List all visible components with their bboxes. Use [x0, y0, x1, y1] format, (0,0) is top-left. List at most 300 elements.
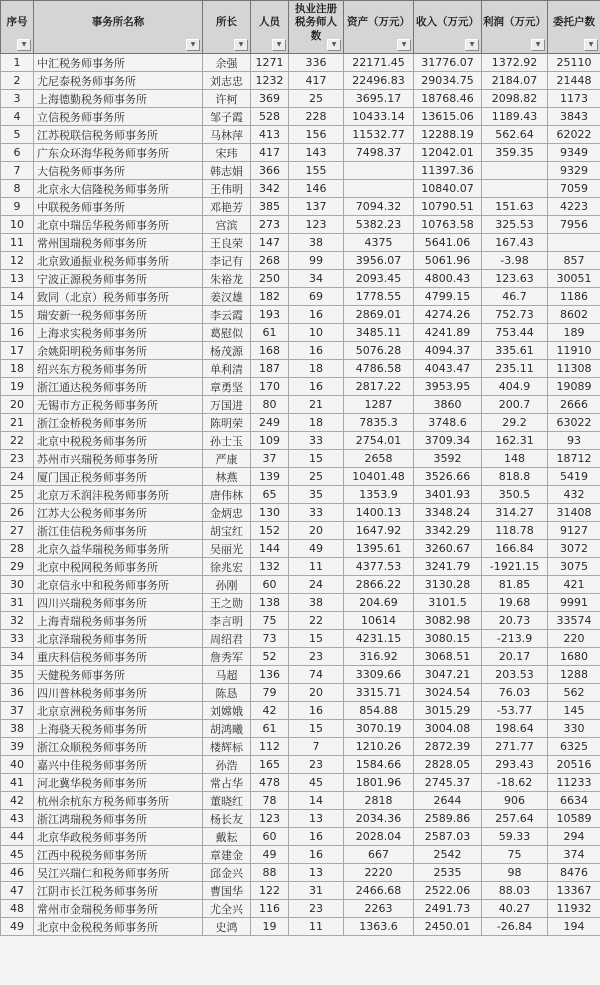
cell-clients[interactable]: 3843 — [548, 108, 600, 126]
cell-profit[interactable]: 1189.43 — [482, 108, 548, 126]
cell-assets[interactable]: 3695.17 — [344, 90, 414, 108]
cell-clients[interactable]: 330 — [548, 720, 600, 738]
cell-director[interactable]: 史鸿 — [203, 918, 251, 936]
cell-assets[interactable]: 3956.07 — [344, 252, 414, 270]
cell-director[interactable]: 邓艳芳 — [203, 198, 251, 216]
cell-assets[interactable] — [344, 162, 414, 180]
cell-firm-name[interactable]: 江苏税联信税务师事务所 — [34, 126, 203, 144]
cell-director[interactable]: 胡宝红 — [203, 522, 251, 540]
cell-assets[interactable]: 5076.28 — [344, 342, 414, 360]
cell-income[interactable]: 2644 — [414, 792, 482, 810]
cell-firm-name[interactable]: 绍兴东方税务师事务所 — [34, 360, 203, 378]
cell-assets[interactable]: 22496.83 — [344, 72, 414, 90]
cell-cta-count[interactable]: 146 — [289, 180, 344, 198]
cell-cta-count[interactable]: 49 — [289, 540, 344, 558]
cell-income[interactable]: 12042.01 — [414, 144, 482, 162]
cell-profit[interactable]: -3.98 — [482, 252, 548, 270]
cell-firm-name[interactable]: 广东众环海华税务师事务所 — [34, 144, 203, 162]
cell-director[interactable]: 万国进 — [203, 396, 251, 414]
cell-index[interactable]: 40 — [1, 756, 34, 774]
cell-index[interactable]: 20 — [1, 396, 34, 414]
cell-assets[interactable]: 11532.77 — [344, 126, 414, 144]
cell-cta-count[interactable]: 16 — [289, 846, 344, 864]
cell-profit[interactable]: -26.84 — [482, 918, 548, 936]
cell-index[interactable]: 1 — [1, 54, 34, 72]
filter-dropdown-icon[interactable]: ▼ — [186, 39, 200, 51]
cell-profit[interactable]: -53.77 — [482, 702, 548, 720]
cell-profit[interactable]: 148 — [482, 450, 548, 468]
cell-index[interactable]: 38 — [1, 720, 34, 738]
cell-cta-count[interactable]: 20 — [289, 522, 344, 540]
cell-staff[interactable]: 73 — [251, 630, 289, 648]
cell-cta-count[interactable]: 69 — [289, 288, 344, 306]
cell-index[interactable]: 42 — [1, 792, 34, 810]
cell-assets[interactable]: 1287 — [344, 396, 414, 414]
cell-assets[interactable]: 2658 — [344, 450, 414, 468]
cell-director[interactable]: 邱金兴 — [203, 864, 251, 882]
cell-cta-count[interactable]: 15 — [289, 450, 344, 468]
cell-cta-count[interactable]: 99 — [289, 252, 344, 270]
cell-income[interactable]: 2522.06 — [414, 882, 482, 900]
cell-staff[interactable]: 138 — [251, 594, 289, 612]
cell-clients[interactable]: 10589 — [548, 810, 600, 828]
cell-clients[interactable]: 30051 — [548, 270, 600, 288]
cell-firm-name[interactable]: 河北冀华税务师事务所 — [34, 774, 203, 792]
filter-dropdown-icon[interactable]: ▼ — [397, 39, 411, 51]
cell-assets[interactable]: 2754.01 — [344, 432, 414, 450]
cell-director[interactable]: 李云霞 — [203, 306, 251, 324]
cell-income[interactable]: 4274.26 — [414, 306, 482, 324]
cell-cta-count[interactable]: 14 — [289, 792, 344, 810]
cell-firm-name[interactable]: 天健税务师事务所 — [34, 666, 203, 684]
cell-staff[interactable]: 80 — [251, 396, 289, 414]
cell-firm-name[interactable]: 嘉兴中佳税务师事务所 — [34, 756, 203, 774]
cell-index[interactable]: 32 — [1, 612, 34, 630]
cell-index[interactable]: 47 — [1, 882, 34, 900]
cell-firm-name[interactable]: 上海德勤税务师事务所 — [34, 90, 203, 108]
cell-assets[interactable]: 204.69 — [344, 594, 414, 612]
cell-profit[interactable]: 76.03 — [482, 684, 548, 702]
cell-index[interactable]: 12 — [1, 252, 34, 270]
cell-index[interactable]: 24 — [1, 468, 34, 486]
cell-firm-name[interactable]: 浙江通达税务师事务所 — [34, 378, 203, 396]
cell-assets[interactable]: 1363.6 — [344, 918, 414, 936]
cell-cta-count[interactable]: 23 — [289, 648, 344, 666]
cell-firm-name[interactable]: 尤尼泰税务师事务所 — [34, 72, 203, 90]
cell-income[interactable]: 3130.28 — [414, 576, 482, 594]
cell-staff[interactable]: 52 — [251, 648, 289, 666]
cell-clients[interactable]: 5419 — [548, 468, 600, 486]
cell-index[interactable]: 48 — [1, 900, 34, 918]
cell-cta-count[interactable]: 38 — [289, 234, 344, 252]
cell-director[interactable]: 王之勋 — [203, 594, 251, 612]
cell-income[interactable]: 2535 — [414, 864, 482, 882]
cell-index[interactable]: 11 — [1, 234, 34, 252]
cell-staff[interactable]: 78 — [251, 792, 289, 810]
cell-director[interactable]: 唐伟林 — [203, 486, 251, 504]
cell-clients[interactable]: 8476 — [548, 864, 600, 882]
cell-profit[interactable]: 167.43 — [482, 234, 548, 252]
filter-dropdown-icon[interactable]: ▼ — [584, 39, 598, 51]
cell-index[interactable]: 6 — [1, 144, 34, 162]
cell-profit[interactable]: 271.77 — [482, 738, 548, 756]
cell-cta-count[interactable]: 16 — [289, 828, 344, 846]
cell-profit[interactable]: 2184.07 — [482, 72, 548, 90]
cell-staff[interactable]: 109 — [251, 432, 289, 450]
cell-clients[interactable]: 9127 — [548, 522, 600, 540]
cell-director[interactable]: 葛慰似 — [203, 324, 251, 342]
cell-cta-count[interactable]: 7 — [289, 738, 344, 756]
cell-clients[interactable]: 9349 — [548, 144, 600, 162]
cell-cta-count[interactable]: 38 — [289, 594, 344, 612]
cell-income[interactable]: 3860 — [414, 396, 482, 414]
cell-cta-count[interactable]: 16 — [289, 306, 344, 324]
cell-profit[interactable]: 562.64 — [482, 126, 548, 144]
cell-director[interactable]: 王伟明 — [203, 180, 251, 198]
cell-cta-count[interactable]: 417 — [289, 72, 344, 90]
cell-director[interactable]: 马林萍 — [203, 126, 251, 144]
cell-firm-name[interactable]: 常州国瑞税务师事务所 — [34, 234, 203, 252]
cell-director[interactable]: 常占华 — [203, 774, 251, 792]
cell-staff[interactable]: 130 — [251, 504, 289, 522]
cell-firm-name[interactable]: 北京华政税务师事务所 — [34, 828, 203, 846]
cell-assets[interactable]: 2818 — [344, 792, 414, 810]
cell-cta-count[interactable]: 11 — [289, 918, 344, 936]
cell-income[interactable]: 5641.06 — [414, 234, 482, 252]
cell-assets[interactable]: 2817.22 — [344, 378, 414, 396]
cell-income[interactable]: 3241.79 — [414, 558, 482, 576]
cell-cta-count[interactable]: 10 — [289, 324, 344, 342]
cell-assets[interactable]: 3315.71 — [344, 684, 414, 702]
cell-director[interactable]: 董晓红 — [203, 792, 251, 810]
cell-income[interactable]: 3748.6 — [414, 414, 482, 432]
cell-index[interactable]: 19 — [1, 378, 34, 396]
cell-income[interactable]: 3260.67 — [414, 540, 482, 558]
cell-staff[interactable]: 366 — [251, 162, 289, 180]
cell-index[interactable]: 34 — [1, 648, 34, 666]
cell-director[interactable]: 刘嫦娥 — [203, 702, 251, 720]
cell-index[interactable]: 25 — [1, 486, 34, 504]
cell-income[interactable]: 3101.5 — [414, 594, 482, 612]
cell-income[interactable]: 4094.37 — [414, 342, 482, 360]
cell-profit[interactable]: 118.78 — [482, 522, 548, 540]
cell-index[interactable]: 21 — [1, 414, 34, 432]
cell-staff[interactable]: 168 — [251, 342, 289, 360]
cell-cta-count[interactable]: 35 — [289, 486, 344, 504]
cell-clients[interactable]: 21448 — [548, 72, 600, 90]
cell-director[interactable]: 李记有 — [203, 252, 251, 270]
cell-staff[interactable]: 170 — [251, 378, 289, 396]
cell-assets[interactable]: 5382.23 — [344, 216, 414, 234]
cell-firm-name[interactable]: 浙江佳信税务师事务所 — [34, 522, 203, 540]
cell-income[interactable]: 3709.34 — [414, 432, 482, 450]
cell-income[interactable]: 3080.15 — [414, 630, 482, 648]
cell-clients[interactable]: 7059 — [548, 180, 600, 198]
cell-staff[interactable]: 88 — [251, 864, 289, 882]
cell-cta-count[interactable]: 336 — [289, 54, 344, 72]
cell-index[interactable]: 43 — [1, 810, 34, 828]
cell-clients[interactable]: 8602 — [548, 306, 600, 324]
cell-clients[interactable]: 421 — [548, 576, 600, 594]
cell-income[interactable]: 10840.07 — [414, 180, 482, 198]
cell-clients[interactable]: 13367 — [548, 882, 600, 900]
cell-profit[interactable]: 359.35 — [482, 144, 548, 162]
cell-index[interactable]: 31 — [1, 594, 34, 612]
cell-firm-name[interactable]: 北京中税税务师事务所 — [34, 432, 203, 450]
cell-income[interactable]: 3526.66 — [414, 468, 482, 486]
cell-director[interactable]: 孙刚 — [203, 576, 251, 594]
cell-income[interactable]: 2589.86 — [414, 810, 482, 828]
cell-director[interactable]: 陈明荣 — [203, 414, 251, 432]
cell-director[interactable]: 詹秀军 — [203, 648, 251, 666]
cell-assets[interactable]: 1395.61 — [344, 540, 414, 558]
cell-profit[interactable]: 200.7 — [482, 396, 548, 414]
cell-staff[interactable]: 19 — [251, 918, 289, 936]
cell-firm-name[interactable]: 江阴市长江税务师事务所 — [34, 882, 203, 900]
cell-cta-count[interactable]: 11 — [289, 558, 344, 576]
cell-profit[interactable]: 81.85 — [482, 576, 548, 594]
filter-dropdown-icon[interactable]: ▼ — [465, 39, 479, 51]
cell-income[interactable]: 3401.93 — [414, 486, 482, 504]
cell-income[interactable]: 18768.46 — [414, 90, 482, 108]
cell-clients[interactable]: 3072 — [548, 540, 600, 558]
cell-assets[interactable]: 2034.36 — [344, 810, 414, 828]
filter-dropdown-icon[interactable]: ▼ — [272, 39, 286, 51]
cell-clients[interactable]: 562 — [548, 684, 600, 702]
cell-firm-name[interactable]: 重庆科信税务师事务所 — [34, 648, 203, 666]
filter-dropdown-icon[interactable]: ▼ — [234, 39, 248, 51]
cell-assets[interactable]: 7835.3 — [344, 414, 414, 432]
cell-staff[interactable]: 385 — [251, 198, 289, 216]
cell-cta-count[interactable]: 143 — [289, 144, 344, 162]
cell-director[interactable]: 周绍君 — [203, 630, 251, 648]
cell-assets[interactable]: 7094.32 — [344, 198, 414, 216]
cell-assets[interactable]: 3309.66 — [344, 666, 414, 684]
cell-staff[interactable]: 49 — [251, 846, 289, 864]
cell-cta-count[interactable]: 25 — [289, 468, 344, 486]
cell-assets[interactable]: 10614 — [344, 612, 414, 630]
cell-staff[interactable]: 193 — [251, 306, 289, 324]
cell-director[interactable]: 单利清 — [203, 360, 251, 378]
cell-staff[interactable]: 123 — [251, 810, 289, 828]
filter-dropdown-icon[interactable]: ▼ — [17, 39, 31, 51]
cell-clients[interactable]: 11910 — [548, 342, 600, 360]
cell-director[interactable]: 朱裕龙 — [203, 270, 251, 288]
cell-firm-name[interactable]: 北京泽瑞税务师事务所 — [34, 630, 203, 648]
cell-firm-name[interactable]: 江苏大公税务师事务所 — [34, 504, 203, 522]
cell-cta-count[interactable]: 16 — [289, 702, 344, 720]
cell-income[interactable]: 5061.96 — [414, 252, 482, 270]
cell-firm-name[interactable]: 上海青瑞税务师事务所 — [34, 612, 203, 630]
cell-cta-count[interactable]: 13 — [289, 810, 344, 828]
cell-index[interactable]: 29 — [1, 558, 34, 576]
cell-staff[interactable]: 165 — [251, 756, 289, 774]
cell-director[interactable]: 杨长友 — [203, 810, 251, 828]
cell-profit[interactable]: 162.31 — [482, 432, 548, 450]
cell-income[interactable]: 31776.07 — [414, 54, 482, 72]
cell-profit[interactable]: 46.7 — [482, 288, 548, 306]
cell-firm-name[interactable]: 北京中瑞岳华税务师事务所 — [34, 216, 203, 234]
cell-income[interactable]: 2745.37 — [414, 774, 482, 792]
cell-staff[interactable]: 528 — [251, 108, 289, 126]
cell-index[interactable]: 10 — [1, 216, 34, 234]
filter-dropdown-icon[interactable]: ▼ — [327, 39, 341, 51]
cell-index[interactable]: 35 — [1, 666, 34, 684]
cell-cta-count[interactable]: 45 — [289, 774, 344, 792]
cell-income[interactable]: 2542 — [414, 846, 482, 864]
cell-director[interactable]: 李言明 — [203, 612, 251, 630]
cell-firm-name[interactable]: 瑞安新一税务师事务所 — [34, 306, 203, 324]
cell-cta-count[interactable]: 155 — [289, 162, 344, 180]
cell-profit[interactable]: 40.27 — [482, 900, 548, 918]
cell-clients[interactable]: 432 — [548, 486, 600, 504]
cell-clients[interactable]: 194 — [548, 918, 600, 936]
cell-staff[interactable]: 369 — [251, 90, 289, 108]
cell-cta-count[interactable]: 123 — [289, 216, 344, 234]
cell-income[interactable]: 3342.29 — [414, 522, 482, 540]
cell-firm-name[interactable]: 浙江鸿瑞税务师事务所 — [34, 810, 203, 828]
cell-profit[interactable]: 335.61 — [482, 342, 548, 360]
cell-index[interactable]: 16 — [1, 324, 34, 342]
cell-cta-count[interactable]: 16 — [289, 342, 344, 360]
cell-staff[interactable]: 187 — [251, 360, 289, 378]
cell-index[interactable]: 22 — [1, 432, 34, 450]
cell-firm-name[interactable]: 北京中金税税务师事务所 — [34, 918, 203, 936]
cell-profit[interactable]: 203.53 — [482, 666, 548, 684]
cell-staff[interactable]: 61 — [251, 720, 289, 738]
cell-assets[interactable]: 2869.01 — [344, 306, 414, 324]
cell-cta-count[interactable]: 13 — [289, 864, 344, 882]
cell-cta-count[interactable]: 18 — [289, 414, 344, 432]
cell-index[interactable]: 7 — [1, 162, 34, 180]
cell-assets[interactable]: 10401.48 — [344, 468, 414, 486]
cell-clients[interactable]: 25110 — [548, 54, 600, 72]
cell-firm-name[interactable]: 吴江兴瑞仁和税务师事务所 — [34, 864, 203, 882]
cell-staff[interactable]: 268 — [251, 252, 289, 270]
cell-index[interactable]: 3 — [1, 90, 34, 108]
cell-income[interactable]: 4241.89 — [414, 324, 482, 342]
cell-firm-name[interactable]: 北京信永中和税务师事务所 — [34, 576, 203, 594]
cell-staff[interactable]: 136 — [251, 666, 289, 684]
cell-director[interactable]: 陈恳 — [203, 684, 251, 702]
cell-profit[interactable]: 20.17 — [482, 648, 548, 666]
cell-firm-name[interactable]: 浙江金桥税务师事务所 — [34, 414, 203, 432]
cell-cta-count[interactable]: 24 — [289, 576, 344, 594]
cell-profit[interactable]: 19.68 — [482, 594, 548, 612]
cell-director[interactable]: 许柯 — [203, 90, 251, 108]
cell-assets[interactable]: 2028.04 — [344, 828, 414, 846]
cell-income[interactable]: 13615.06 — [414, 108, 482, 126]
cell-staff[interactable]: 112 — [251, 738, 289, 756]
cell-firm-name[interactable]: 厦门国正税务师事务所 — [34, 468, 203, 486]
cell-director[interactable]: 章建金 — [203, 846, 251, 864]
cell-staff[interactable]: 273 — [251, 216, 289, 234]
cell-staff[interactable]: 250 — [251, 270, 289, 288]
cell-director[interactable]: 刘志忠 — [203, 72, 251, 90]
cell-assets[interactable]: 1353.9 — [344, 486, 414, 504]
cell-profit[interactable]: -213.9 — [482, 630, 548, 648]
cell-index[interactable]: 27 — [1, 522, 34, 540]
cell-profit[interactable]: 20.73 — [482, 612, 548, 630]
cell-director[interactable]: 曹国华 — [203, 882, 251, 900]
cell-firm-name[interactable]: 四川兴瑞税务师事务所 — [34, 594, 203, 612]
cell-cta-count[interactable]: 31 — [289, 882, 344, 900]
cell-director[interactable]: 吴丽光 — [203, 540, 251, 558]
cell-staff[interactable]: 116 — [251, 900, 289, 918]
cell-profit[interactable]: 166.84 — [482, 540, 548, 558]
cell-index[interactable]: 23 — [1, 450, 34, 468]
cell-firm-name[interactable]: 北京永大信隆税务师事务所 — [34, 180, 203, 198]
cell-assets[interactable]: 1778.55 — [344, 288, 414, 306]
cell-staff[interactable]: 65 — [251, 486, 289, 504]
cell-assets[interactable]: 4375 — [344, 234, 414, 252]
cell-firm-name[interactable]: 宁波正源税务师事务所 — [34, 270, 203, 288]
cell-index[interactable]: 41 — [1, 774, 34, 792]
cell-index[interactable]: 4 — [1, 108, 34, 126]
cell-income[interactable]: 2587.03 — [414, 828, 482, 846]
cell-assets[interactable]: 1801.96 — [344, 774, 414, 792]
cell-income[interactable]: 3592 — [414, 450, 482, 468]
cell-staff[interactable]: 37 — [251, 450, 289, 468]
cell-income[interactable]: 3348.24 — [414, 504, 482, 522]
cell-director[interactable]: 杨茂源 — [203, 342, 251, 360]
cell-index[interactable]: 26 — [1, 504, 34, 522]
cell-director[interactable]: 严康 — [203, 450, 251, 468]
cell-clients[interactable]: 1173 — [548, 90, 600, 108]
cell-director[interactable]: 姜汉雄 — [203, 288, 251, 306]
cell-profit[interactable]: 59.33 — [482, 828, 548, 846]
cell-director[interactable]: 邹子霞 — [203, 108, 251, 126]
cell-clients[interactable]: 1186 — [548, 288, 600, 306]
cell-firm-name[interactable]: 上海骁天税务师事务所 — [34, 720, 203, 738]
cell-staff[interactable]: 249 — [251, 414, 289, 432]
cell-profit[interactable]: 404.9 — [482, 378, 548, 396]
cell-director[interactable]: 徐兆宏 — [203, 558, 251, 576]
cell-profit[interactable]: 350.5 — [482, 486, 548, 504]
cell-clients[interactable]: 3075 — [548, 558, 600, 576]
cell-firm-name[interactable]: 常州市金瑞税务师事务所 — [34, 900, 203, 918]
cell-firm-name[interactable]: 北京久益华瑞税务师事务所 — [34, 540, 203, 558]
cell-staff[interactable]: 139 — [251, 468, 289, 486]
cell-cta-count[interactable]: 25 — [289, 90, 344, 108]
cell-profit[interactable]: 753.44 — [482, 324, 548, 342]
cell-assets[interactable]: 1400.13 — [344, 504, 414, 522]
cell-firm-name[interactable]: 中汇税务师事务所 — [34, 54, 203, 72]
cell-clients[interactable]: 189 — [548, 324, 600, 342]
cell-assets[interactable]: 4231.15 — [344, 630, 414, 648]
cell-clients[interactable]: 6634 — [548, 792, 600, 810]
cell-cta-count[interactable]: 16 — [289, 378, 344, 396]
cell-firm-name[interactable]: 无锡市方正税务师事务所 — [34, 396, 203, 414]
cell-staff[interactable]: 61 — [251, 324, 289, 342]
cell-assets[interactable] — [344, 180, 414, 198]
cell-firm-name[interactable]: 江西中税税务师事务所 — [34, 846, 203, 864]
cell-assets[interactable]: 2263 — [344, 900, 414, 918]
cell-income[interactable]: 3953.95 — [414, 378, 482, 396]
cell-profit[interactable]: 198.64 — [482, 720, 548, 738]
cell-assets[interactable]: 854.88 — [344, 702, 414, 720]
cell-director[interactable]: 余强 — [203, 54, 251, 72]
cell-income[interactable]: 3082.98 — [414, 612, 482, 630]
cell-profit[interactable]: 293.43 — [482, 756, 548, 774]
cell-profit[interactable]: 29.2 — [482, 414, 548, 432]
cell-cta-count[interactable]: 33 — [289, 504, 344, 522]
cell-firm-name[interactable]: 大信税务师事务所 — [34, 162, 203, 180]
cell-income[interactable]: 12288.19 — [414, 126, 482, 144]
cell-index[interactable]: 14 — [1, 288, 34, 306]
cell-income[interactable]: 2872.39 — [414, 738, 482, 756]
cell-assets[interactable]: 7498.37 — [344, 144, 414, 162]
